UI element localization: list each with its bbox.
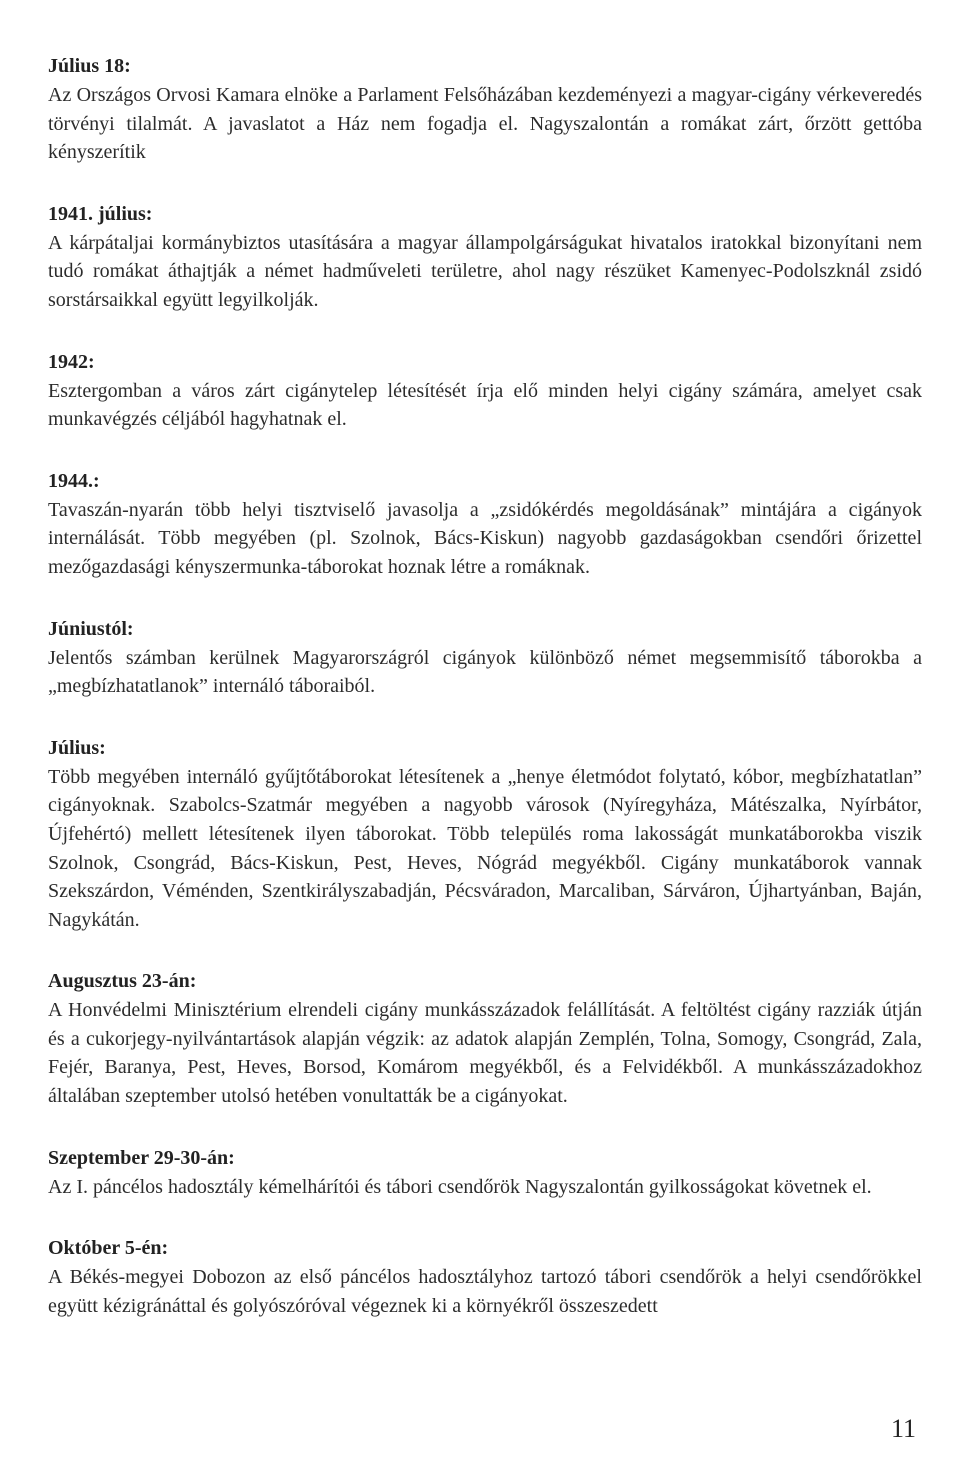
- entry-text: Tavaszán-nyarán több helyi tisztviselő javasolja a „zsidókérdés megoldásának” mintájára a cigányok internálását. Több megyében (pl. Szolnok, Bács-Kiskun) nagyobb gazdaságokban csendőri őrizettel mezőgazdasági kényszermunka-táborokat hoznak létre a romáknak.: [48, 498, 922, 578]
- entry-text: Az I. páncélos hadosztály kémelhárítói és tábori csendőrök Nagyszalontán gyilkosságokat követnek el.: [48, 1175, 872, 1198]
- entry-date: 1942:: [48, 350, 95, 373]
- entry-july: [48, 734, 922, 935]
- entry-date: Július:: [48, 736, 106, 759]
- entry-text: Több megyében internáló gyűjtőtáborokat létesítenek a „henye életmódot folytató, kóbor, megbízhatatlan” cigányoknak. Szabolcs-Szatmár megyében a nagyobb városok (Nyíregyháza, Mátészalka, Nyírbátor, Újfehértó) mellett létesítenek ilyen táborokat. Több település roma lakosságát munkatáborokba viszik Szolnok, Csongrád, Bács-Kiskun, Pest, Heves, Nógrád megyékből. Cigány munkatáborok vannak Szekszárdon, Véménden, Szentkirályszabadján, Pécsváradon, Marcaliban, Sárváron, Újhartyánban, Baján, Nagykátán.: [48, 765, 922, 931]
- entry-august-23: [48, 967, 922, 1110]
- entry-date: Július 18:: [48, 55, 131, 77]
- entry-date: Október 5-én:: [48, 1237, 169, 1260]
- entry-1942-july-18: [48, 52, 922, 167]
- entry-1941-july: [48, 200, 922, 315]
- entry-1942: [48, 348, 922, 434]
- entry-date: 1941. július:: [48, 202, 153, 225]
- entry-from-june: [48, 615, 922, 701]
- entry-text: Esztergomban a város zárt cigánytelep létesítését írja elő minden helyi cigány számára, amelyet csak munkavégzés céljából hagyhatnak el.: [48, 379, 922, 431]
- entry-october-5: [48, 1234, 922, 1320]
- entry-date: Júniustól:: [48, 617, 134, 640]
- entry-september-29-30: [48, 1144, 922, 1202]
- document-page: [48, 52, 922, 1353]
- entry-date: Augusztus 23-án:: [48, 970, 197, 993]
- entry-text: A Honvédelmi Minisztérium elrendeli cigány munkásszázadok felállítását. A feltöltést cigány razziák útján és a cukorjegy-nyilvántartások alapján végzik: az adatok alapján Zemplén, Tolna, Somogy, Csongrád, Zala, Fejér, Baranya, Pest, Heves, Borsod, Komárom megyékből, és a Felvidékből. A munkásszázadokhoz általában szeptember utolsó hetében vonultatták be a cigányokat.: [48, 999, 922, 1108]
- entry-text: A Békés-megyei Dobozon az első páncélos hadosztályhoz tartozó tábori csendőrök a helyi csendőrökkel együtt kézigránáttal és golyószóróval végeznek ki a környékről összeszedett: [48, 1266, 922, 1317]
- entry-date: 1944.:: [48, 469, 100, 492]
- entry-date: Szeptember 29-30-án:: [48, 1146, 235, 1169]
- entry-text: A kárpátaljai kormánybiztos utasítására a magyar állampolgárságukat hivatalos iratokkal bizonyítani nem tudó romákat áthajtják a német hadműveleti területre, ahol nagy részüket Kamenyec-Podolszknál zsidó sorstársaikkal együtt legyilkolják.: [48, 231, 922, 311]
- page-number: 11: [890, 1414, 916, 1443]
- entry-text: Jelentős számban kerülnek Magyarországról cigányok különböző német megsemmisítő táborokba a „megbízhatatlanok” internáló táboraiból.: [48, 646, 922, 698]
- entry-1944: [48, 467, 922, 582]
- entry-text: Az Országos Orvosi Kamara elnöke a Parlament Felsőházában kezdeményezi a magyar-cigány vérkeveredés törvényi tilalmát. A javaslatot a Ház nem fogadja el. Nagyszalontán a romákat zárt, őrzött gettóba kényszerítik: [48, 84, 922, 164]
